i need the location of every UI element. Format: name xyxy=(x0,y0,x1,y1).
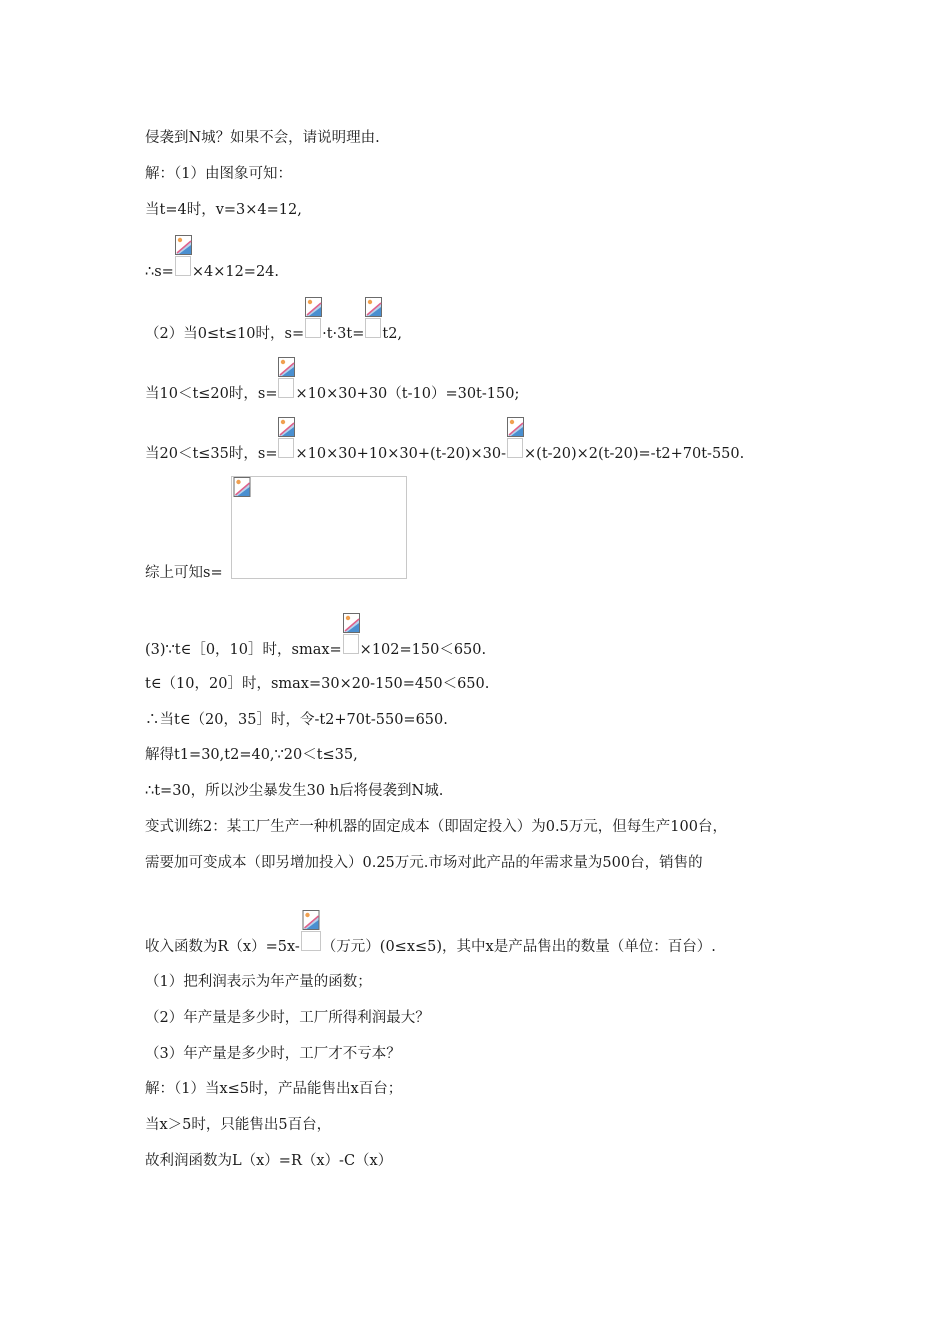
text-line-21: 当x＞5时，只能售出5百台， xyxy=(145,1117,332,1133)
text-line-4: ∴s= ×4×12=24. xyxy=(145,256,279,282)
text-line-2: 解：（1）由图象可知： xyxy=(145,166,292,182)
formula-image-placeholder xyxy=(365,318,381,338)
formula-image-placeholder xyxy=(343,634,359,654)
broken-image-icon xyxy=(175,235,192,255)
text-line-13: ∴t=30，所以沙尘暴发生30 h后将侵袭到N城. xyxy=(145,783,444,799)
broken-image-icon xyxy=(232,477,252,497)
text-line-15: 需要加可变成本（即另增加投入）0.25万元.市场对此产品的年需求量为500台，销售的 xyxy=(145,855,703,871)
text-line-5: （2）当0≤t≤10时，s= ·t·3t= t2, xyxy=(145,318,402,344)
text-line-12: 解得t1=30,t2=40,∵20＜t≤35, xyxy=(145,747,358,763)
text-line-18: （2）年产量是多少时，工厂所得利润最大？ xyxy=(145,1010,430,1026)
text-line-10: t∈（10，20］时，smax=30×20-150=450＜650. xyxy=(145,676,490,692)
broken-image-icon xyxy=(343,613,360,633)
broken-image-icon xyxy=(507,417,524,437)
text-line-20: 解：（1）当x≤5时，产品能售出x百台； xyxy=(145,1081,403,1097)
formula-image-placeholder xyxy=(278,378,294,398)
text-line-17: （1）把利润表示为年产量的函数； xyxy=(145,974,372,990)
text-line-7: 当20＜t≤35时，s= ×10×30+10×30+(t-20)×30- ×(t-20)×2(t-20)=-t2+70t-550. xyxy=(145,438,744,464)
formula-image-placeholder xyxy=(278,438,294,458)
formula-image-placeholder xyxy=(507,438,523,458)
formula-image-placeholder xyxy=(175,256,191,276)
text-line-3: 当t=4时，v=3×4=12, xyxy=(145,202,302,218)
broken-image-icon xyxy=(365,297,382,317)
text-line-11: ∴当t∈（20，35］时，令-t2+70t-550=650. xyxy=(145,712,448,728)
piecewise-formula-image-placeholder xyxy=(231,476,407,579)
broken-image-icon xyxy=(278,357,295,377)
text-line-16: 收入函数为R（x）=5x- （万元）(0≤x≤5)，其中x是产品售出的数量（单位：百台）. xyxy=(145,931,716,957)
text-line-14: 变式训练2：某工厂生产一种机器的固定成本（即固定投入）为0.5万元，但每生产100台， xyxy=(145,819,727,835)
text-line-1: 侵袭到N城？如果不会，请说明理由. xyxy=(145,130,380,146)
text-line-22: 故利润函数为L（x）=R（x）-C（x） xyxy=(145,1153,393,1169)
broken-image-icon xyxy=(301,910,321,930)
broken-image-icon xyxy=(278,417,295,437)
text-line-6: 当10＜t≤20时，s= ×10×30+30（t-10）=30t-150; xyxy=(145,378,519,404)
broken-image-icon xyxy=(305,297,322,317)
formula-image-placeholder xyxy=(301,931,321,951)
text-line-8: 综上可知s= xyxy=(145,565,223,581)
text-line-19: （3）年产量是多少时，工厂才不亏本？ xyxy=(145,1046,401,1062)
formula-image-placeholder xyxy=(305,318,321,338)
text-line-9: (3)∵t∈［0，10］时，smax= ×102=150＜650. xyxy=(145,634,486,660)
